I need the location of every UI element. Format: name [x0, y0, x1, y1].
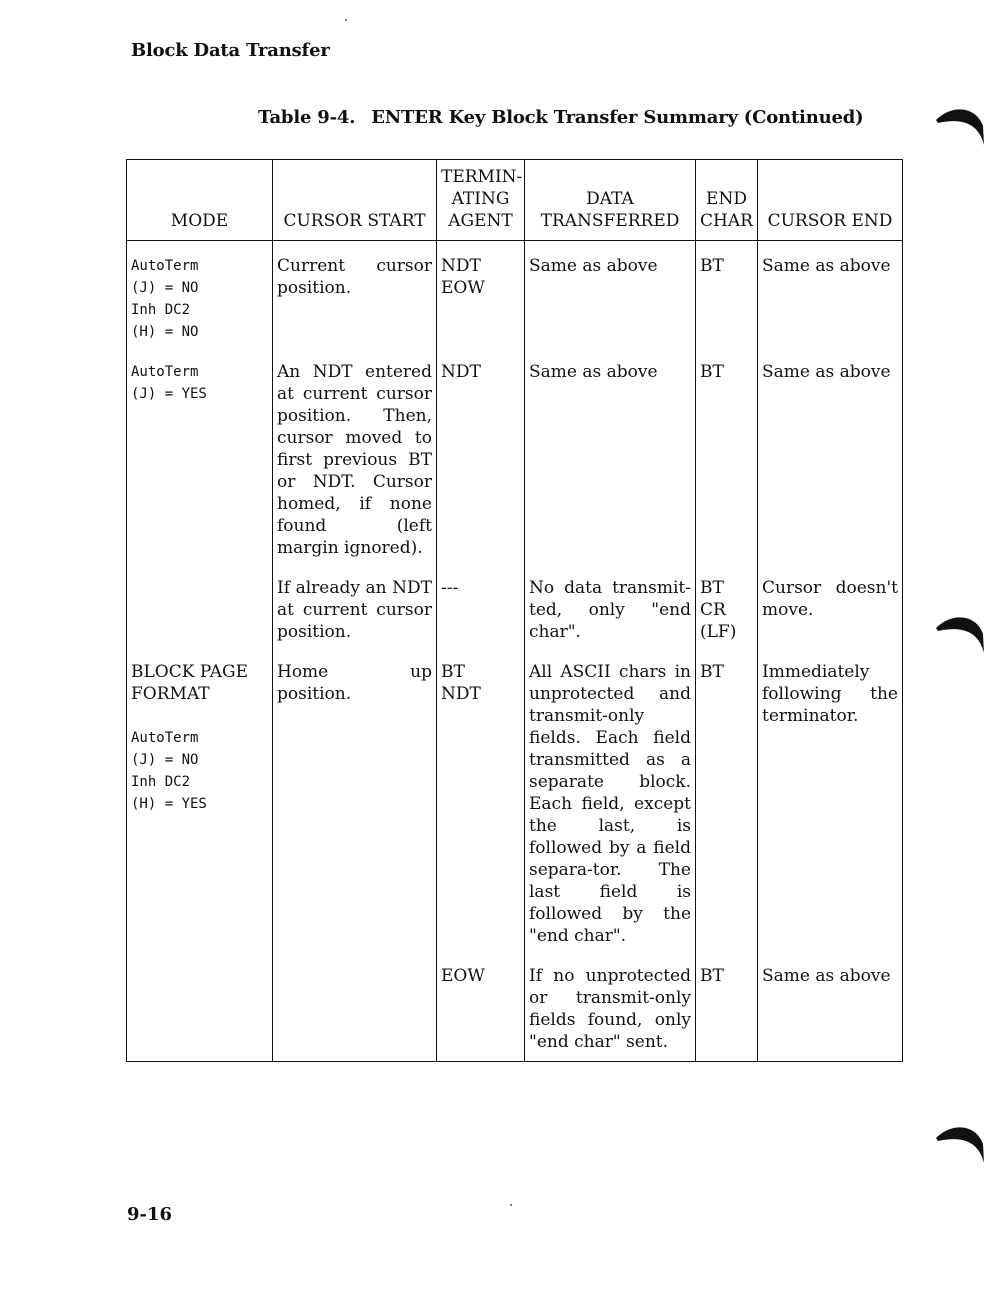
mode-line: (J) = YES: [131, 386, 207, 402]
end-char-cell: [696, 647, 758, 951]
page-speck: [345, 19, 347, 21]
table-number: Table 9-4.: [258, 107, 356, 128]
cursor-start-cell: An NDT entered at current cursor position. Then, cursor moved to first previous BT or NDT. Cursor homed, if none found (left margin ignored).: [273, 347, 437, 563]
cursor-start-cell: Home up position.: [273, 647, 437, 951]
data-cell: All ASCII chars in unprotected and transmit-only fields. Each field transmitted as a separate block. Each field, except the last, is followed by a field separa-tor. The last field is followed by the "end char".: [525, 647, 696, 951]
end-char-line: BT: [700, 966, 724, 986]
header-cursor-end: CURSOR END: [758, 160, 903, 241]
end-char-line: CR: [700, 600, 726, 620]
agent-cell: [437, 347, 525, 563]
mode-cell: [127, 347, 273, 563]
cursor-end-cell: Cursor doesn't move.: [758, 563, 903, 647]
binder-hole-mark: [934, 608, 986, 654]
mode-line: (H) = NO: [131, 324, 199, 340]
mode-cell: [127, 647, 273, 951]
end-char-cell: [696, 563, 758, 647]
summary-table-wrapper: [126, 159, 902, 1059]
header-line: DATA: [586, 189, 634, 209]
cursor-start-cell: Current cursor position.: [273, 241, 437, 348]
table-caption: ENTER Key Block Transfer Summary (Continued): [371, 107, 864, 128]
mode-heading-line: BLOCK PAGE: [131, 662, 248, 682]
page-number: 9-16: [127, 1204, 173, 1225]
agent-line: NDT: [441, 256, 481, 276]
end-char-line: BT: [700, 662, 724, 682]
header-cursor-start: CURSOR START: [273, 160, 437, 241]
header-line: ATING: [451, 189, 510, 209]
mode-line: (H) = YES: [131, 796, 207, 812]
end-char-line: BT: [700, 362, 724, 382]
agent-cell: [437, 647, 525, 951]
data-cell: Same as above: [525, 347, 696, 563]
mode-line: Inh DC2: [131, 302, 191, 318]
table-row: [127, 647, 903, 951]
page-speck: [510, 1204, 512, 1206]
cursor-start-cell: [273, 951, 437, 1062]
table-row: [127, 347, 903, 563]
header-line: TRANSFERRED: [540, 211, 680, 231]
mode-cell: [127, 563, 273, 647]
summary-table: [126, 159, 903, 1062]
agent-cell: [437, 563, 525, 647]
cursor-start-cell: If already an NDT at current cursor position.: [273, 563, 437, 647]
header-line: CHAR: [700, 211, 753, 231]
data-cell: Same as above: [525, 241, 696, 348]
table-row: [127, 563, 903, 647]
end-char-cell: [696, 241, 758, 348]
cursor-end-cell: Same as above: [758, 241, 903, 348]
running-head: Block Data Transfer: [131, 40, 330, 61]
mode-line: Inh DC2: [131, 774, 191, 790]
header-terminating-agent: [437, 160, 525, 241]
table-title: [258, 107, 863, 128]
mode-line: AutoTerm: [131, 364, 199, 380]
agent-line: EOW: [441, 966, 485, 986]
mode-line: (J) = NO: [131, 752, 199, 768]
mode-cell: [127, 951, 273, 1062]
mode-heading-line: FORMAT: [131, 684, 210, 704]
mode-line: AutoTerm: [131, 258, 199, 274]
end-char-cell: [696, 347, 758, 563]
header-data-transferred: [525, 160, 696, 241]
header-line: END: [706, 189, 747, 209]
mode-line: AutoTerm: [131, 730, 199, 746]
agent-cell: [437, 241, 525, 348]
cursor-end-cell: Immediately following the terminator.: [758, 647, 903, 951]
mode-spacer: [131, 705, 268, 727]
agent-line: NDT: [441, 362, 481, 382]
binder-hole-mark: [934, 1118, 986, 1164]
mode-cell: [127, 241, 273, 348]
end-char-cell: [696, 951, 758, 1062]
data-cell: If no unprotected or transmit-only fields found, only "end char" sent.: [525, 951, 696, 1062]
table-row: [127, 241, 903, 348]
agent-line: EOW: [441, 278, 485, 298]
table-row: [127, 951, 903, 1062]
cursor-end-cell: Same as above: [758, 951, 903, 1062]
data-cell: No data transmit-ted, only "end char".: [525, 563, 696, 647]
cursor-end-cell: Same as above: [758, 347, 903, 563]
end-char-line: (LF): [700, 622, 737, 642]
end-char-line: BT: [700, 256, 724, 276]
end-char-line: BT: [700, 578, 724, 598]
header-end-char: [696, 160, 758, 241]
mode-line: (J) = NO: [131, 280, 199, 296]
header-line: AGENT: [448, 211, 513, 231]
agent-line: ---: [441, 578, 459, 598]
agent-line: NDT: [441, 684, 481, 704]
header-row: [127, 160, 903, 241]
agent-cell: [437, 951, 525, 1062]
header-line: TERMIN-: [441, 167, 523, 187]
binder-hole-mark: [934, 100, 986, 146]
header-mode: MODE: [127, 160, 273, 241]
agent-line: BT: [441, 662, 465, 682]
